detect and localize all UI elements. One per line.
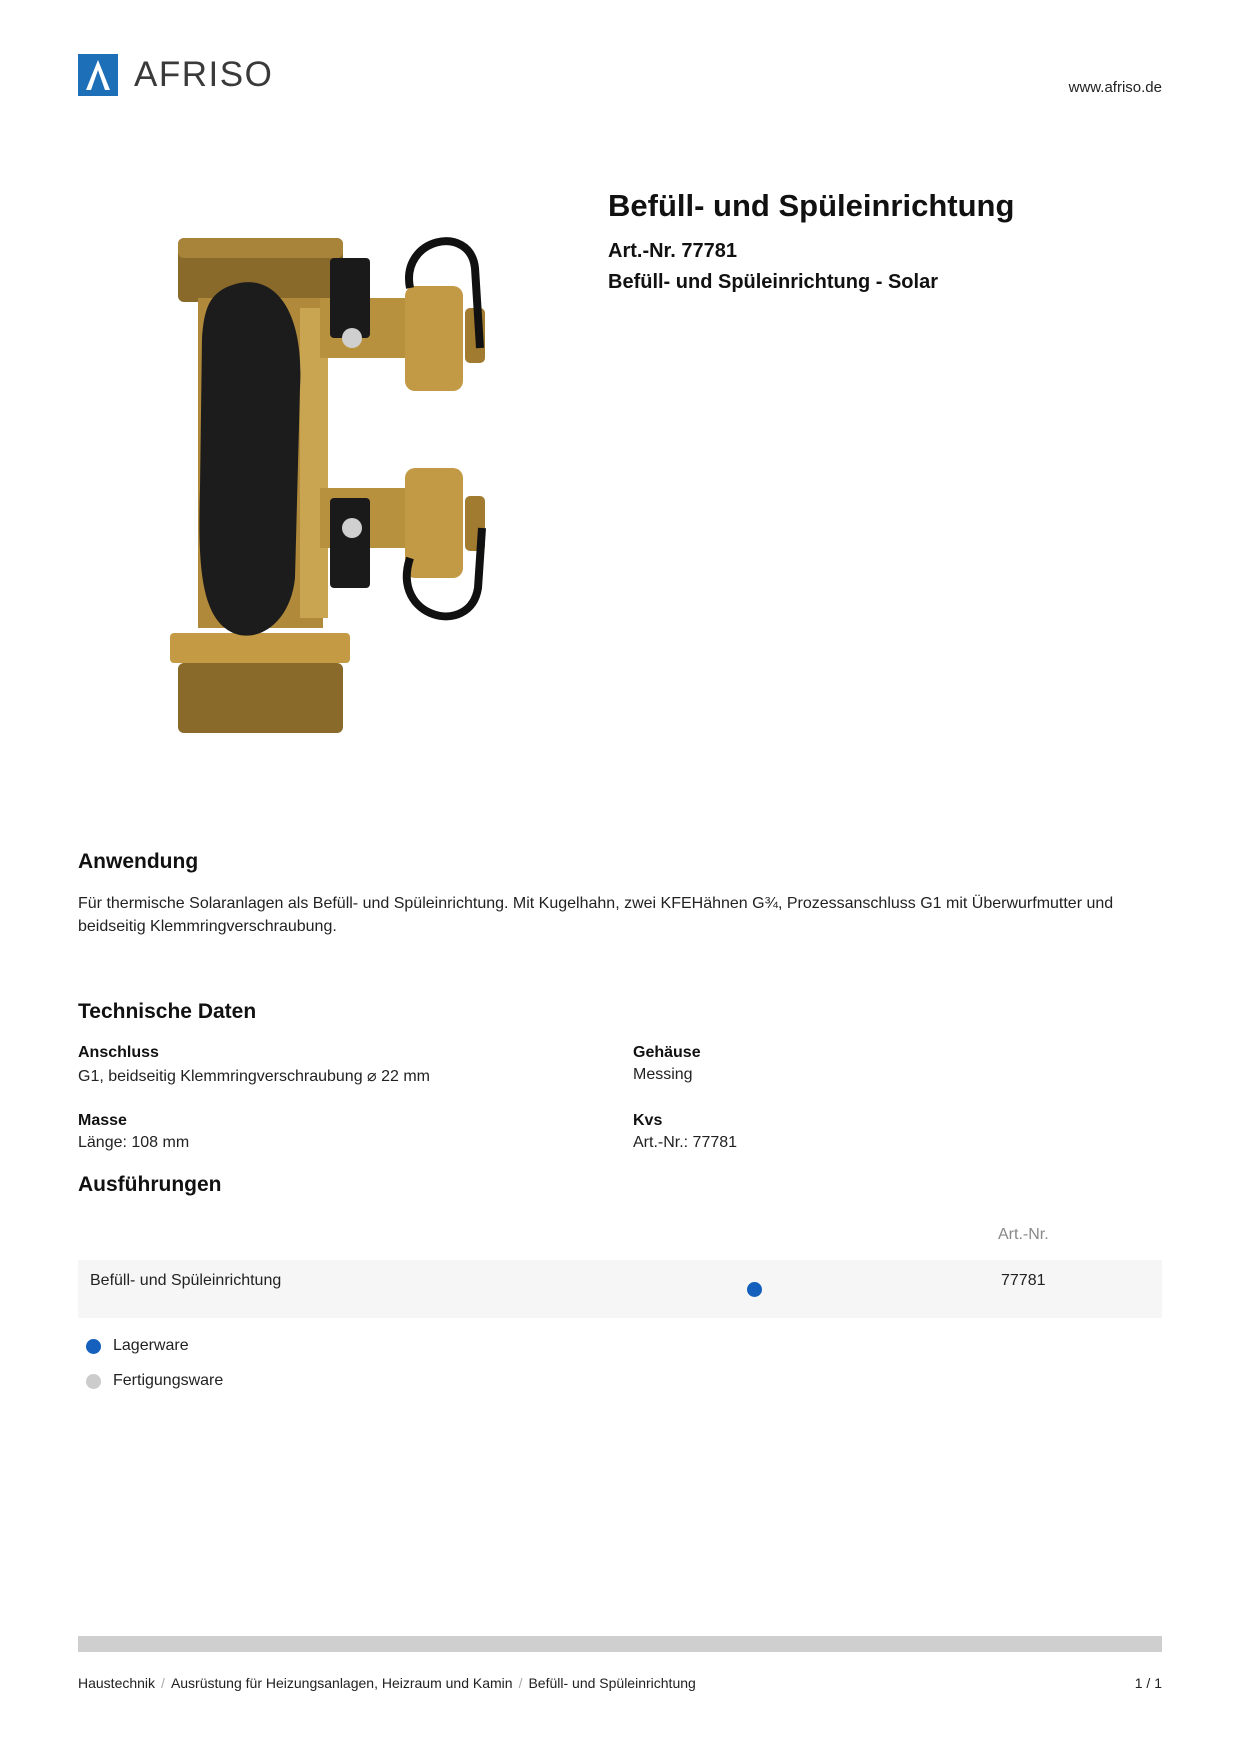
tech-heading: Technische Daten bbox=[78, 1000, 257, 1023]
legend-dot bbox=[86, 1374, 101, 1389]
variants-column-header: Art.-Nr. bbox=[998, 1226, 1049, 1243]
spec-value: Messing bbox=[633, 1066, 693, 1083]
spec-value: G1, beidseitig Klemmringverschraubung ⌀ 22 mm bbox=[78, 1068, 431, 1085]
spec-value: Art.-Nr.: 77781 bbox=[633, 1134, 738, 1151]
variant-name: Befüll- und Spüleinrichtung bbox=[90, 1272, 282, 1289]
spec-gehaeuse bbox=[633, 1044, 701, 1084]
legend-item-lagerware bbox=[86, 1337, 189, 1355]
breadcrumb-separator: / bbox=[161, 1675, 165, 1691]
breadcrumb-item[interactable]: Befüll- und Spüleinrichtung bbox=[528, 1675, 696, 1691]
anwendung-text: Für thermische Solaranlagen als Befüll- und Spüleinrichtung. Mit Kugelhahn, zwei KFEHähnen G¾, Prozessanschluss G1 mit Überwurfmutter und beidseitig Klemmringverschraubung. bbox=[78, 895, 1114, 935]
spec-key: Masse bbox=[78, 1112, 127, 1129]
spec-value: Länge: 108 mm bbox=[78, 1134, 190, 1151]
legend-label: Lagerware bbox=[113, 1337, 189, 1354]
brand-logo bbox=[78, 54, 273, 96]
spec-masse bbox=[78, 1112, 189, 1152]
page-number: 1 / 1 bbox=[1134, 1675, 1162, 1691]
spec-key: Kvs bbox=[633, 1112, 663, 1129]
footer-bar bbox=[78, 1636, 1162, 1652]
product-title: Befüll- und Spüleinrichtung bbox=[608, 188, 1015, 223]
variants-heading: Ausführungen bbox=[78, 1173, 222, 1196]
spec-anschluss bbox=[78, 1044, 430, 1086]
product-image bbox=[170, 228, 530, 748]
breadcrumb-separator: / bbox=[518, 1675, 523, 1691]
breadcrumb bbox=[78, 1675, 696, 1691]
table-row bbox=[78, 1260, 1162, 1318]
legend-dot bbox=[86, 1339, 101, 1354]
stock-status-dot bbox=[747, 1282, 762, 1297]
legend-item-fertigungsware bbox=[86, 1372, 223, 1390]
afriso-logo-icon bbox=[78, 54, 118, 96]
site-url[interactable]: www.afriso.de bbox=[1068, 79, 1162, 96]
spec-key: Gehäuse bbox=[633, 1044, 701, 1061]
breadcrumb-item[interactable]: Haustechnik bbox=[78, 1675, 156, 1691]
spec-kvs bbox=[633, 1112, 737, 1152]
breadcrumb-item[interactable]: Ausrüstung für Heizungsanlagen, Heizraum und Kamin bbox=[170, 1675, 513, 1691]
product-subtitle: Befüll- und Spüleinrichtung - Solar bbox=[608, 271, 938, 293]
brand-name: AFRISO bbox=[134, 55, 274, 94]
anwendung-heading: Anwendung bbox=[78, 850, 199, 873]
spec-key: Anschluss bbox=[78, 1044, 159, 1061]
legend-label: Fertigungsware bbox=[113, 1372, 224, 1389]
variant-art-nr: 77781 bbox=[1001, 1272, 1046, 1289]
product-art-nr: Art.-Nr. 77781 bbox=[608, 240, 737, 262]
